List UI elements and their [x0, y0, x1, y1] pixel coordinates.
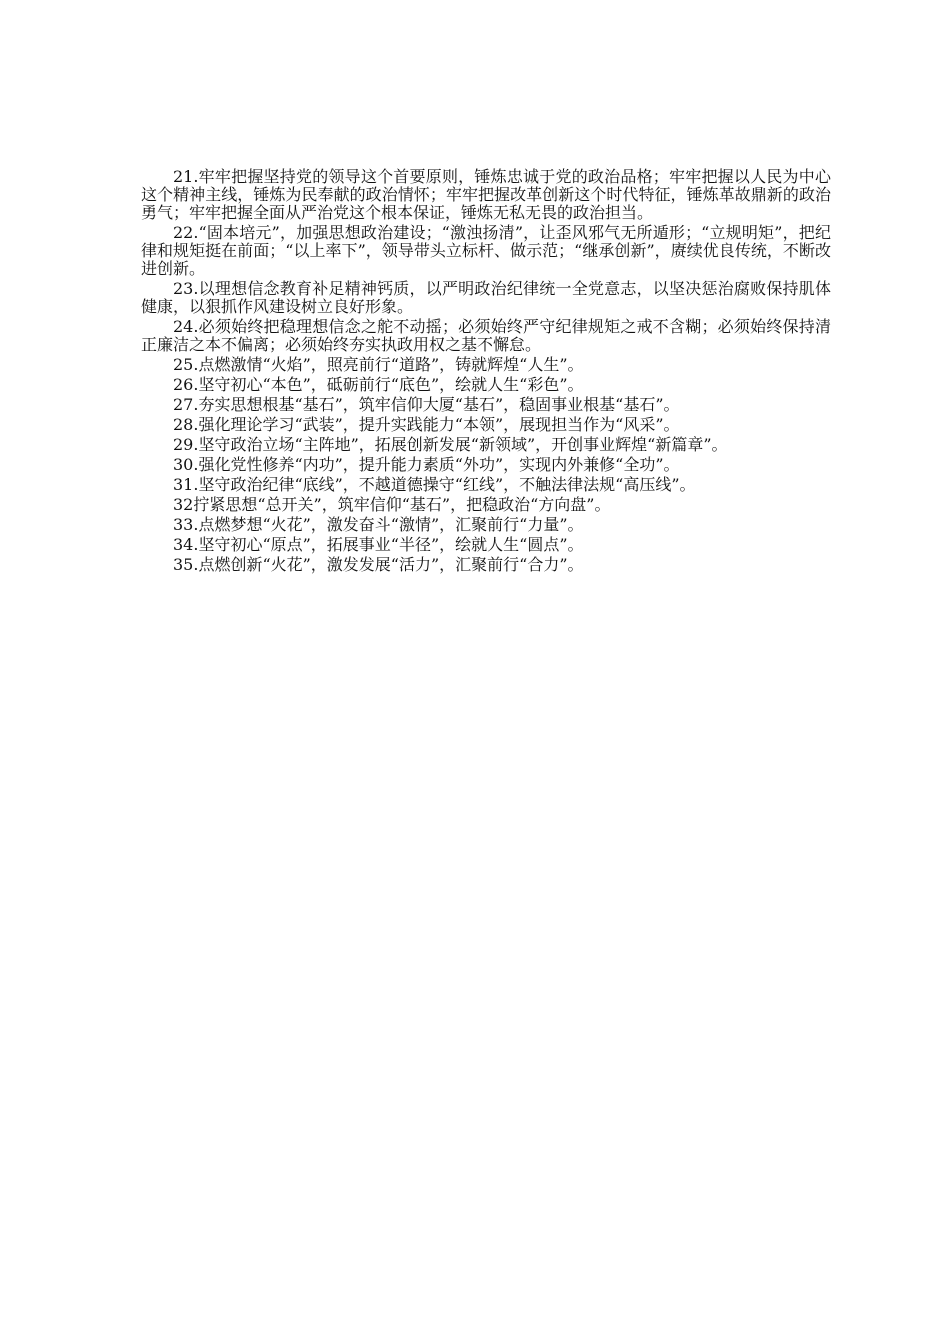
paragraph-27: 27.夯实思想根基“基石”，筑牢信仰大厦“基石”，稳固事业根基“基石”。: [173, 395, 680, 414]
paragraph-23: 23.以理想信念教育补足精神钙质，以严明政治纪律统一全党意志，以坚决惩治腐败保持肌体健康，以狠抓作风建设树立良好形象。: [141, 279, 831, 316]
paragraph-30: 30.强化党性修养“内功”，提升能力素质“外功”，实现内外兼修“全功”。: [173, 455, 680, 474]
paragraph-33: 33.点燃梦想“火花”，激发奋斗“激情”，汇聚前行“力量”。: [173, 515, 584, 534]
paragraph-35: 35.点燃创新“火花”，激发发展“活力”，汇聚前行“合力”。: [173, 555, 584, 574]
paragraph-21: 21.牢牢把握坚持党的领导这个首要原则，锤炼忠诚于党的政治品格；牢牢把握以人民为中心这个精神主线，锤炼为民奉献的政治情怀；牢牢把握改革创新这个时代特征，锤炼革故鼎新的政治勇气；牢牢把握全面从严治党这个根本保证，锤炼无私无畏的政治担当。: [141, 167, 831, 222]
paragraph-32: 32拧紧思想“总开关”，筑牢信仰“基石”，把稳政治“方向盘”。: [173, 495, 611, 514]
paragraph-25: 25.点燃激情“火焰”，照亮前行“道路”，铸就辉煌“人生”。: [173, 355, 584, 374]
paragraph-31: 31.坚守政治纪律“底线”，不越道德操守“红线”，不触法律法规“高压线”。: [173, 475, 696, 494]
paragraph-22: 22.“固本培元”，加强思想政治建设；“激浊扬清”，让歪风邪气无所遁形；“立规明矩”，把纪律和规矩挺在前面；“以上率下”，领导带头立标杆、做示范；“继承创新”，赓续优良传统，不断改进创新。: [141, 223, 831, 278]
document-body: [141, 168, 831, 576]
paragraph-26: 26.坚守初心“本色”，砥砺前行“底色”，绘就人生“彩色”。: [173, 375, 584, 394]
paragraph-28: 28.强化理论学习“武装”，提升实践能力“本领”，展现担当作为“风采”。: [173, 415, 680, 434]
paragraph-24: 24.必须始终把稳理想信念之舵不动摇；必须始终严守纪律规矩之戒不含糊；必须始终保持清正廉洁之本不偏离；必须始终夯实执政用权之基不懈怠。: [141, 317, 831, 354]
paragraph-29: 29.坚守政治立场“主阵地”，拓展创新发展“新领域”，开创事业辉煌“新篇章”。: [173, 435, 728, 454]
paragraph-34: 34.坚守初心“原点”，拓展事业“半径”，绘就人生“圆点”。: [173, 535, 584, 554]
